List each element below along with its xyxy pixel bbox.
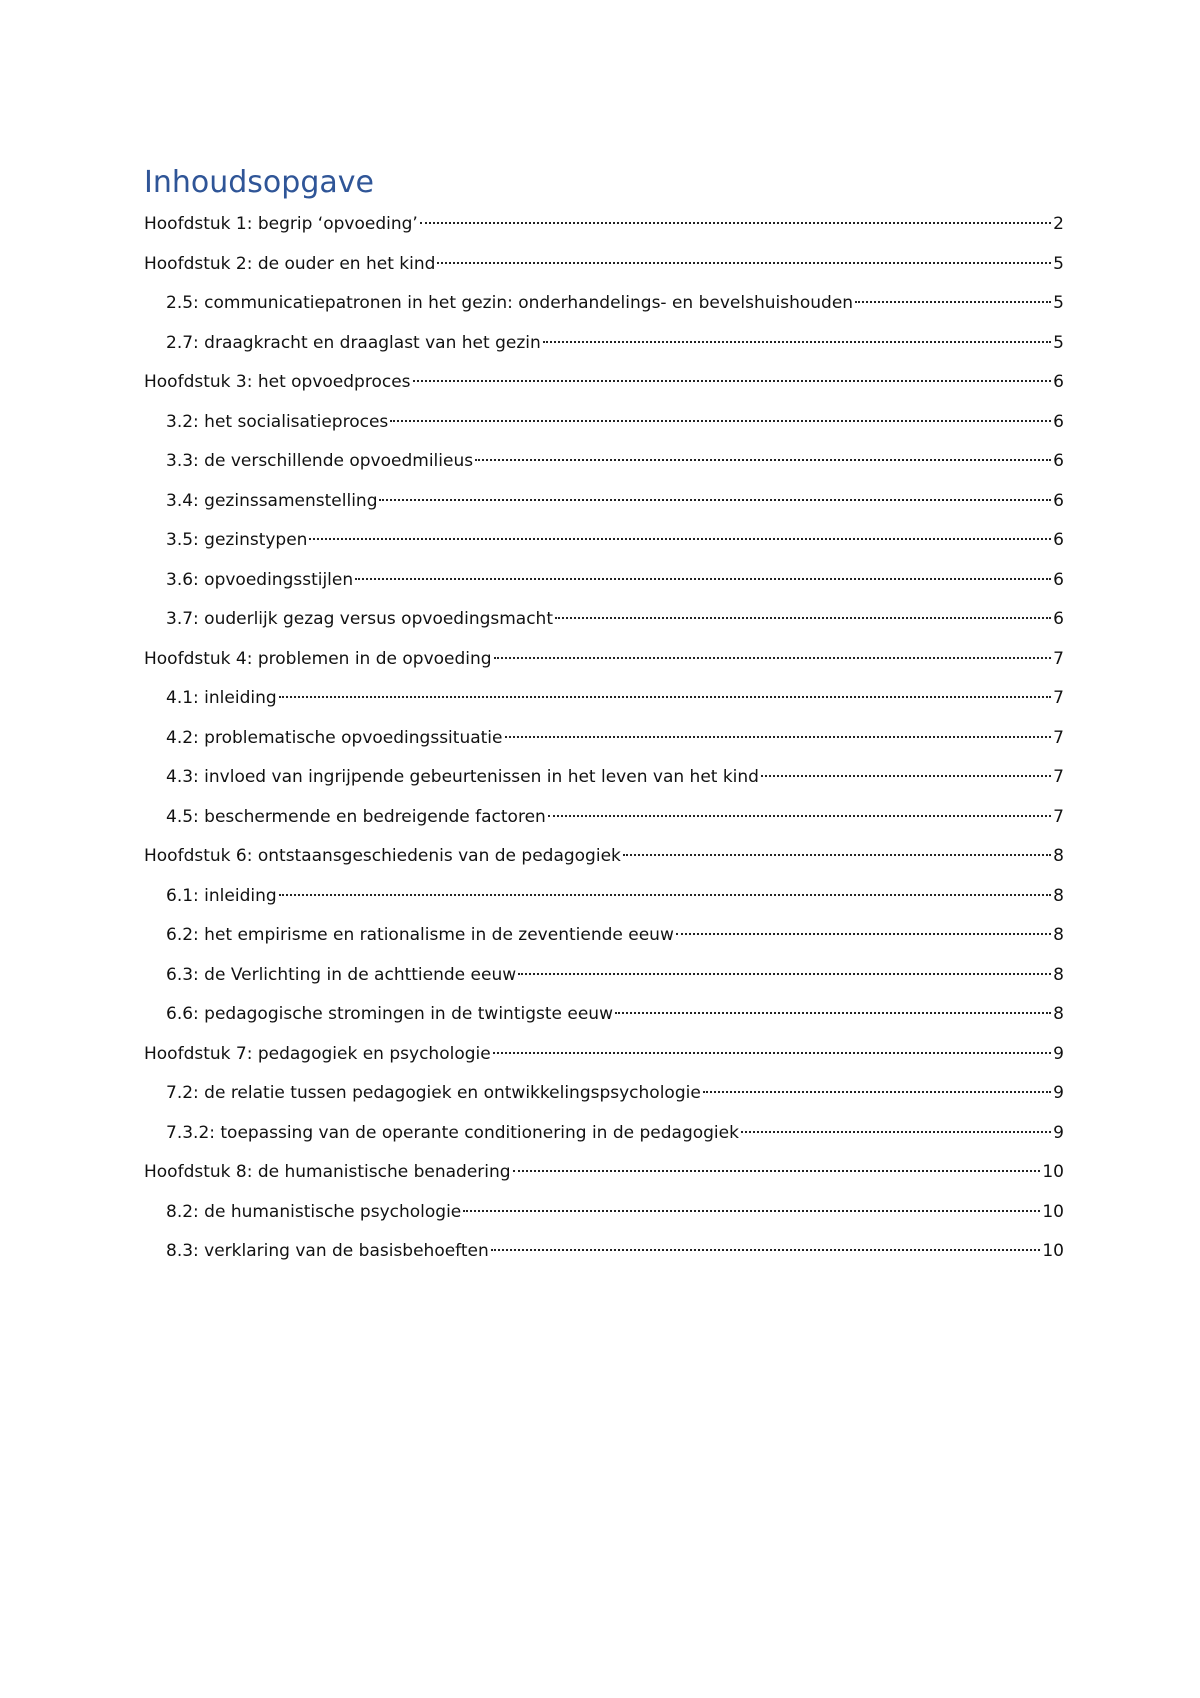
toc-section-entry[interactable] — [144, 957, 1064, 997]
toc-section-entry[interactable] — [144, 325, 1064, 365]
toc-page-number[interactable]: 9 — [1053, 1043, 1064, 1064]
toc-page-number[interactable]: 8 — [1053, 846, 1064, 866]
toc-page-number[interactable]: 8 — [1053, 1004, 1064, 1024]
toc-dot-leader — [463, 1210, 1040, 1212]
table-of-contents — [144, 206, 1064, 1273]
toc-dot-leader — [855, 301, 1051, 303]
toc-chapter-entry[interactable] — [144, 641, 1064, 681]
toc-dot-leader — [279, 696, 1052, 698]
toc-section-entry[interactable] — [144, 680, 1064, 720]
toc-section-entry[interactable] — [144, 1115, 1064, 1155]
toc-page-number[interactable]: 6 — [1053, 411, 1064, 432]
toc-dot-leader — [543, 341, 1051, 343]
toc-chapter-entry[interactable] — [144, 364, 1064, 404]
toc-page-number[interactable]: 5 — [1053, 293, 1064, 313]
toc-entry-label[interactable]: 6.6: pedagogische stromingen in de twintigste eeuw — [166, 1004, 613, 1024]
toc-page-number[interactable]: 6 — [1053, 490, 1064, 511]
toc-section-entry[interactable] — [144, 601, 1064, 641]
toc-entry-label[interactable]: 2.7: draagkracht en draaglast van het gezin — [166, 332, 541, 353]
toc-section-entry[interactable] — [144, 878, 1064, 918]
toc-dot-leader — [623, 854, 1051, 856]
toc-dot-leader — [555, 617, 1051, 619]
toc-dot-leader — [615, 1012, 1051, 1014]
toc-entry-label[interactable]: 6.1: inleiding — [166, 885, 277, 906]
toc-entry-label[interactable]: 3.5: gezinstypen — [166, 530, 308, 550]
toc-entry-label[interactable]: 7.3.2: toepassing van de operante conditionering in de pedagogiek — [166, 1122, 739, 1143]
toc-page-number[interactable]: 5 — [1053, 253, 1064, 274]
toc-page-number[interactable]: 10 — [1042, 1162, 1064, 1182]
toc-entry-label[interactable]: Hoofdstuk 8: de humanistische benadering — [144, 1162, 511, 1182]
toc-dot-leader — [413, 380, 1052, 382]
toc-section-entry[interactable] — [144, 1194, 1064, 1234]
toc-entry-label[interactable]: 8.2: de humanistische psychologie — [166, 1201, 462, 1222]
toc-page-number[interactable]: 9 — [1053, 1083, 1064, 1103]
toc-dot-leader — [703, 1091, 1051, 1093]
toc-dot-leader — [491, 1249, 1041, 1251]
toc-entry-label[interactable]: 2.5: communicatiepatronen in het gezin: onderhandelings- en bevelshuishouden — [166, 293, 854, 313]
toc-entry-label[interactable]: 4.5: beschermende en bedreigende factoren — [166, 806, 546, 827]
toc-entry-label[interactable]: 3.3: de verschillende opvoedmilieus — [166, 451, 474, 471]
toc-dot-leader — [741, 1131, 1051, 1133]
toc-entry-label[interactable]: 3.7: ouderlijk gezag versus opvoedingsmacht — [166, 609, 553, 629]
toc-dot-leader — [475, 459, 1051, 461]
toc-dot-leader — [761, 775, 1051, 777]
toc-dot-leader — [379, 499, 1051, 501]
toc-page-number[interactable]: 2 — [1053, 214, 1064, 234]
toc-page-number[interactable]: 7 — [1053, 648, 1064, 669]
toc-page-number[interactable]: 6 — [1053, 372, 1064, 392]
toc-page-number[interactable]: 7 — [1053, 767, 1064, 787]
toc-section-entry[interactable] — [144, 1233, 1064, 1273]
toc-dot-leader — [309, 538, 1051, 540]
toc-entry-label[interactable]: 8.3: verklaring van de basisbehoeften — [166, 1241, 489, 1261]
toc-page-number[interactable]: 6 — [1053, 530, 1064, 550]
toc-dot-leader — [494, 657, 1052, 659]
toc-section-entry[interactable] — [144, 285, 1064, 325]
toc-section-entry[interactable] — [144, 799, 1064, 839]
toc-entry-label[interactable]: 4.2: problematische opvoedingssituatie — [166, 727, 503, 748]
toc-dot-leader — [548, 815, 1051, 817]
toc-chapter-entry[interactable] — [144, 246, 1064, 286]
toc-dot-leader — [676, 933, 1051, 935]
toc-dot-leader — [420, 222, 1051, 224]
toc-section-entry[interactable] — [144, 759, 1064, 799]
toc-page-number[interactable]: 6 — [1053, 569, 1064, 590]
toc-page-number[interactable]: 10 — [1042, 1241, 1064, 1261]
toc-dot-leader — [355, 578, 1051, 580]
toc-section-entry[interactable] — [144, 443, 1064, 483]
toc-entry-label[interactable]: Hoofdstuk 2: de ouder en het kind — [144, 253, 436, 274]
toc-entry-label[interactable]: 4.1: inleiding — [166, 688, 277, 708]
toc-entry-label[interactable]: Hoofdstuk 3: het opvoedproces — [144, 372, 411, 392]
toc-entry-label[interactable]: 6.2: het empirisme en rationalisme in de zeventiende eeuw — [166, 925, 674, 945]
toc-entry-label[interactable]: 3.6: opvoedingsstijlen — [166, 569, 354, 590]
toc-entry-label[interactable]: Hoofdstuk 4: problemen in de opvoeding — [144, 648, 492, 669]
toc-dot-leader — [493, 1052, 1051, 1054]
toc-dot-leader — [279, 894, 1052, 896]
toc-chapter-entry[interactable] — [144, 838, 1064, 878]
toc-entry-label[interactable]: 3.4: gezinssamenstelling — [166, 490, 378, 511]
toc-section-entry[interactable] — [144, 562, 1064, 602]
toc-dot-leader — [390, 420, 1051, 422]
toc-section-entry[interactable] — [144, 483, 1064, 523]
toc-dot-leader — [437, 262, 1051, 264]
toc-dot-leader — [505, 736, 1052, 738]
toc-section-entry[interactable] — [144, 996, 1064, 1036]
toc-entry-label[interactable]: Hoofdstuk 1: begrip ‘opvoeding’ — [144, 214, 418, 234]
toc-chapter-entry[interactable] — [144, 1154, 1064, 1194]
toc-page-number[interactable]: 5 — [1053, 332, 1064, 353]
toc-entry-label[interactable]: 3.2: het socialisatieproces — [166, 411, 389, 432]
toc-entry-label[interactable]: Hoofdstuk 6: ontstaansgeschiedenis van de pedagogiek — [144, 846, 621, 866]
toc-page-number[interactable]: 8 — [1053, 885, 1064, 906]
toc-page-number[interactable]: 10 — [1042, 1201, 1064, 1222]
toc-page-number[interactable]: 8 — [1053, 964, 1064, 985]
toc-page-number[interactable]: 6 — [1053, 609, 1064, 629]
toc-dot-leader — [513, 1170, 1041, 1172]
toc-section-entry[interactable] — [144, 404, 1064, 444]
toc-entry-label[interactable]: 7.2: de relatie tussen pedagogiek en ontwikkelingspsychologie — [166, 1083, 701, 1103]
toc-page-number[interactable]: 7 — [1053, 688, 1064, 708]
toc-heading: Inhoudsopgave — [144, 165, 374, 200]
toc-section-entry[interactable] — [144, 720, 1064, 760]
toc-section-entry[interactable] — [144, 917, 1064, 957]
toc-entry-label[interactable]: 6.3: de Verlichting in de achttiende eeuw — [166, 964, 517, 985]
toc-dot-leader — [518, 973, 1051, 975]
toc-entry-label[interactable]: 4.3: invloed van ingrijpende gebeurtenissen in het leven van het kind — [166, 767, 759, 787]
toc-chapter-entry[interactable] — [144, 1036, 1064, 1076]
toc-page-number[interactable]: 7 — [1053, 727, 1064, 748]
toc-page-number[interactable]: 8 — [1053, 925, 1064, 945]
toc-page-number[interactable]: 6 — [1053, 451, 1064, 471]
toc-section-entry[interactable] — [144, 522, 1064, 562]
toc-entry-label[interactable]: Hoofdstuk 7: pedagogiek en psychologie — [144, 1043, 491, 1064]
toc-chapter-entry[interactable] — [144, 206, 1064, 246]
toc-page-number[interactable]: 7 — [1053, 806, 1064, 827]
toc-page-number[interactable]: 9 — [1053, 1122, 1064, 1143]
toc-section-entry[interactable] — [144, 1075, 1064, 1115]
